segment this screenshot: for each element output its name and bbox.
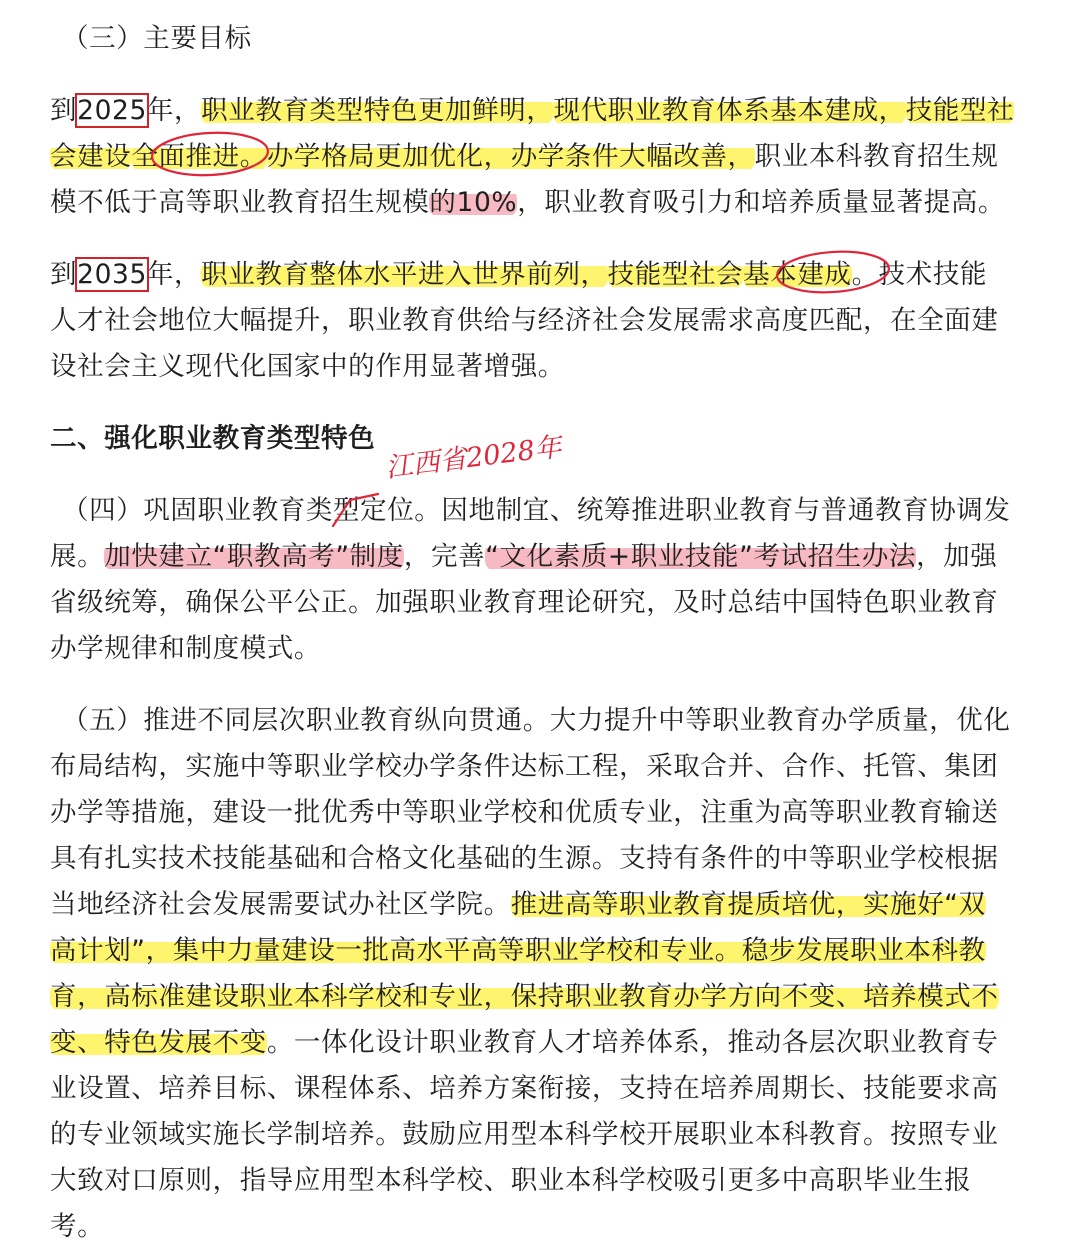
paragraph-four-line-1: （四）巩固职业教育类型定位。因地制宜、统筹推进职业教育与普通教育协调发	[62, 495, 1011, 526]
paragraph-five-line-10: 的专业领域实施长学制培养。鼓励应用型本科学校开展职业本科教育。按照专业	[50, 1119, 999, 1150]
paragraph-2035-line-2: 人才社会地位大幅提升，职业教育供给与经济社会发展需求高度匹配，在全面建	[50, 305, 999, 336]
year-2035-boxed: 2035	[77, 259, 147, 290]
circled-text: 全面推进。	[131, 141, 267, 172]
text: 到	[50, 259, 78, 290]
highlight-yellow: 职业教育类型特色更加鲜明，	[201, 95, 554, 126]
year-2025-boxed: 2025	[77, 95, 147, 126]
text: ，职业教育吸引力和培养质量显著提高。	[517, 187, 1006, 218]
highlight-yellow: 会建设	[50, 141, 132, 172]
section-heading-two: 二、强化职业教育类型特色	[50, 423, 376, 454]
text: 到	[50, 95, 78, 126]
highlight-pink: “文化素质+职业技能”考试招生办法	[485, 541, 917, 572]
text: 年，	[146, 95, 202, 126]
paragraph-five-line-12: 考。	[50, 1211, 105, 1242]
paragraph-2025-line-1	[50, 88, 1014, 134]
text: 职业本科教育招生规	[754, 141, 999, 172]
paragraph-five-line-8	[50, 1020, 999, 1066]
text: 年，	[146, 259, 202, 290]
text: 。一体化设计职业教育人才培养体系，推动各层次职业教育专	[266, 1027, 999, 1058]
paragraph-five-line-1: （五）推进不同层次职业教育纵向贯通。大力提升中等职业教育办学质量，优化	[62, 705, 1011, 736]
paragraph-five-line-6	[50, 928, 986, 974]
paragraph-four-line-4: 办学规律和制度模式。	[50, 633, 321, 664]
text: ，完善	[403, 541, 486, 572]
paragraph-five-line-5	[50, 882, 986, 928]
circled-text: 基本建成	[743, 259, 852, 290]
paragraph-four-line-3: 省级统筹，确保公平公正。加强职业教育理论研究，及时总结中国特色职业教育	[50, 587, 999, 618]
highlight-yellow: 职业教育整体水平进入世界前列，	[201, 259, 608, 290]
highlight-yellow: 办学格局更加优化，办学条件大幅改善，	[266, 141, 755, 172]
paragraph-2025-line-3	[50, 180, 1005, 226]
highlight-pink: 加快建立“职教高考”制度	[104, 541, 404, 572]
section-heading-main-goals: （三）主要目标	[62, 23, 252, 54]
paragraph-five-line-11: 大致对口原则，指导应用型本科学校、职业本科学校吸引更多中高职毕业生报	[50, 1165, 972, 1196]
highlight-yellow: 技能型社会	[607, 259, 744, 290]
paragraph-five-line-3: 办学等措施，建设一批优秀中等职业学校和优质专业，注重为高等职业教育输送	[50, 797, 999, 828]
highlight-pink: 的10%	[429, 187, 518, 218]
highlight-yellow: 现代职业教育体系基本建成，	[553, 95, 906, 126]
highlight-yellow: 技能型社	[905, 95, 1015, 126]
paragraph-five-line-4: 具有扎实技术技能基础和合格文化基础的生源。支持有条件的中等职业学校根据	[50, 843, 999, 874]
paragraph-five-line-2: 布局结构，实施中等职业学校办学条件达标工程，采取合并、合作、托管、集团	[50, 751, 999, 782]
highlight-yellow: 高计划”，集中力量建设一批高水平高等职业学校和专业。稳步发展职业本科教	[50, 935, 986, 966]
paragraph-2025-line-2	[50, 134, 999, 180]
text: 展。	[50, 541, 105, 572]
handwritten-annotation: 江西省2028年	[384, 431, 564, 485]
text: ，加强	[916, 541, 998, 572]
paragraph-2035-line-1	[50, 252, 987, 298]
paragraph-five-line-9: 业设置、培养目标、课程体系、培养方案衔接，支持在培养周期长、技能要求高	[50, 1073, 999, 1104]
text: 模不低于高等职业教育招生规模	[50, 187, 430, 218]
highlight-yellow: 变、特色发展不变	[50, 1027, 267, 1058]
paragraph-four-line-2	[50, 534, 997, 580]
paragraph-five-line-7	[50, 974, 999, 1020]
highlight-yellow: 育，高标准建设职业本科学校和专业，保持职业教育办学方向不变、培养模式不	[50, 981, 999, 1012]
highlight-yellow: 推进高等职业教育提质培优，实施好“双	[510, 889, 986, 920]
text: 。技术技能	[851, 259, 988, 290]
text: 当地经济社会发展需要试办社区学院。	[50, 889, 511, 920]
paragraph-2035-line-3: 设社会主义现代化国家中的作用显著增强。	[50, 351, 565, 382]
